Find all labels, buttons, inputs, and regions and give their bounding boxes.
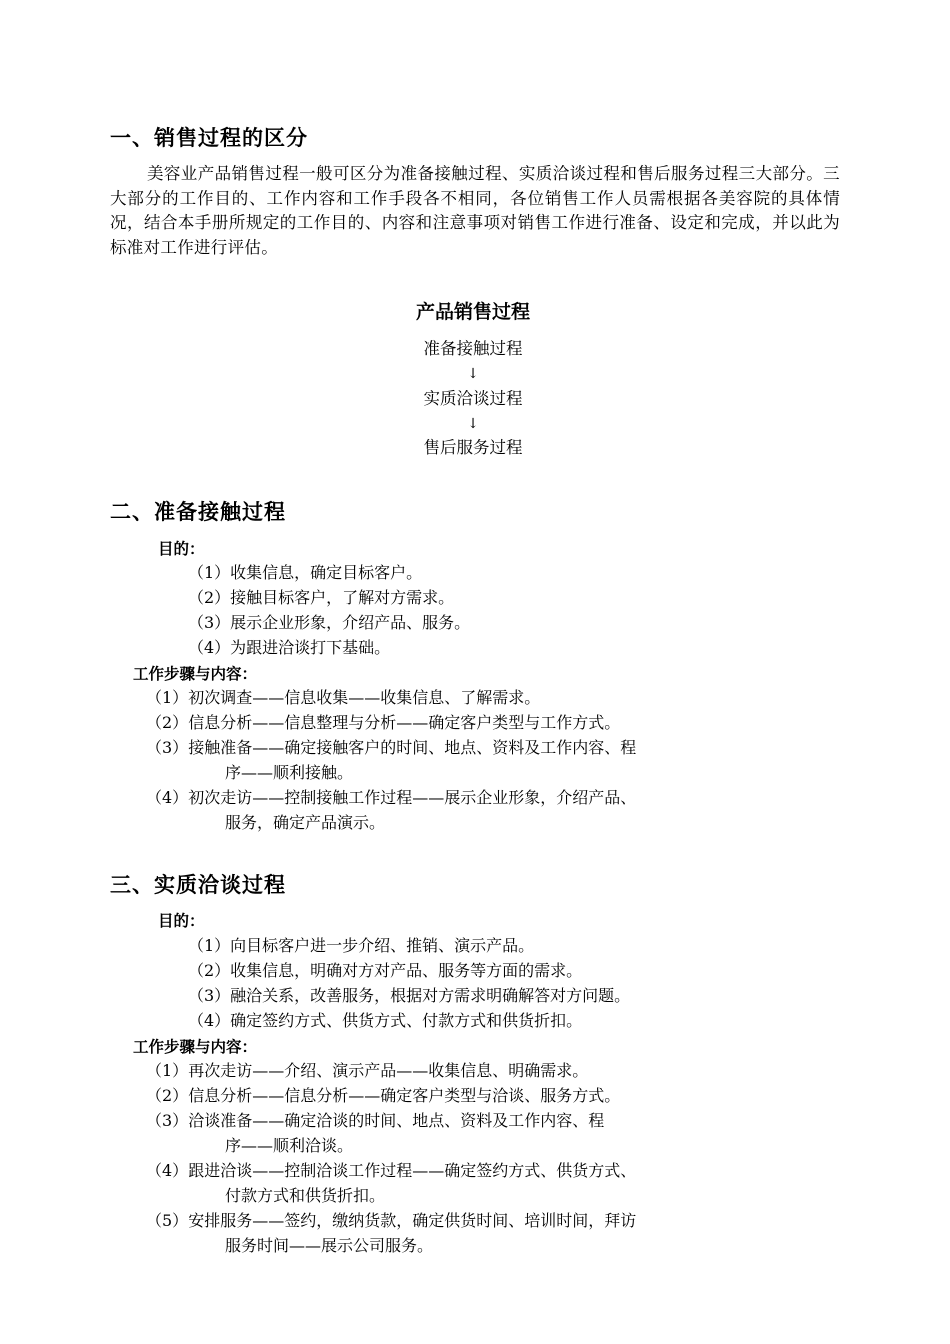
flow-step-1: 准备接触过程 xyxy=(423,339,523,358)
section3-step-continuation: 服务时间——展示公司服务。 xyxy=(225,1236,434,1255)
section3-purpose-item: （1）向目标客户进一步介绍、推销、演示产品。 xyxy=(188,936,535,955)
step-text: 信息分析——信息分析——确定客户类型与洽谈、服务方式。 xyxy=(188,1086,621,1105)
step-text: 初次调查——信息收集——收集信息、了解需求。 xyxy=(188,688,541,707)
step-number: （3） xyxy=(146,738,189,757)
flow-arrow-1: ↓ xyxy=(467,366,479,382)
step-text: 跟进洽谈——控制洽谈工作过程——确定签约方式、供货方式、 xyxy=(188,1161,637,1180)
section2-purpose-label: 目的： xyxy=(158,540,205,558)
flow-arrow-2: ↓ xyxy=(467,416,479,432)
step-text: 信息分析——信息整理与分析——确定客户类型与工作方式。 xyxy=(188,713,621,732)
flow-step-3: 售后服务过程 xyxy=(423,438,523,457)
step-number: （4） xyxy=(146,1161,189,1180)
section2-purpose-item: （4）为跟进洽谈打下基础。 xyxy=(188,638,391,657)
section2-step-item xyxy=(146,711,620,735)
step-number: （4） xyxy=(146,788,189,807)
section2-purpose-item: （3）展示企业形象，介绍产品、服务。 xyxy=(188,613,471,632)
section3-heading: 三、实质洽谈过程 xyxy=(110,873,286,897)
section3-purpose-item: （3）融洽关系，改善服务，根据对方需求明确解答对方问题。 xyxy=(188,986,631,1005)
section3-purpose-item: （4）确定签约方式、供货方式、付款方式和供货折扣。 xyxy=(188,1011,583,1030)
section1-heading: 一、销售过程的区分 xyxy=(110,126,308,150)
flow-step-2: 实质洽谈过程 xyxy=(423,389,523,408)
section3-step-continuation: 序——顺利洽谈。 xyxy=(225,1136,354,1155)
step-number: （2） xyxy=(146,1086,189,1105)
section3-step-item xyxy=(146,1159,636,1183)
section3-step-item xyxy=(146,1209,636,1233)
section3-purpose-item: （2）收集信息，明确对方对产品、服务等方面的需求。 xyxy=(188,961,583,980)
step-text: 初次走访——控制接触工作过程——展示企业形象，介绍产品、 xyxy=(188,788,637,807)
flow-title: 产品销售过程 xyxy=(415,301,530,323)
step-number: （1） xyxy=(146,688,189,707)
section2-step-item xyxy=(146,736,636,760)
step-number: （2） xyxy=(146,713,189,732)
section3-purpose-label: 目的： xyxy=(158,912,205,930)
section2-steps-label: 工作步骤与内容： xyxy=(133,665,258,683)
section3-step-item xyxy=(146,1059,588,1083)
step-text: 洽谈准备——确定洽谈的时间、地点、资料及工作内容、程 xyxy=(188,1111,605,1130)
step-number: （3） xyxy=(146,1111,189,1130)
section3-step-item xyxy=(146,1084,620,1108)
step-number: （5） xyxy=(146,1211,189,1230)
section3-step-item xyxy=(146,1109,604,1133)
section2-heading: 二、准备接触过程 xyxy=(110,500,286,524)
step-text: 再次走访——介绍、演示产品——收集信息、明确需求。 xyxy=(188,1061,589,1080)
section2-purpose-item: （1）收集信息，确定目标客户。 xyxy=(188,563,423,582)
step-text: 接触准备——确定接触客户的时间、地点、资料及工作内容、程 xyxy=(188,738,637,757)
section3-step-continuation: 付款方式和供货折扣。 xyxy=(225,1186,386,1205)
section1-paragraph: 美容业产品销售过程一般可区分为准备接触过程、实质洽谈过程和售后服务过程三大部分。三大部分的工作目的、工作内容和工作手段各不相同，各位销售工作人员需根据各美容院的具体情况，结合本手册所规定的工作目的、内容和注意事项对销售工作进行准备、设定和完成，并以此为标准对工作进行评估。 xyxy=(110,164,840,257)
section2-step-item xyxy=(146,686,540,710)
section2-step-continuation: 序——顺利接触。 xyxy=(225,763,354,782)
section3-steps-label: 工作步骤与内容： xyxy=(133,1038,258,1056)
step-text: 安排服务——签约，缴纳货款，确定供货时间、培训时间，拜访 xyxy=(188,1211,637,1230)
step-number: （1） xyxy=(146,1061,189,1080)
section2-purpose-item: （2）接触目标客户，了解对方需求。 xyxy=(188,588,455,607)
section2-step-continuation: 服务，确定产品演示。 xyxy=(225,813,386,832)
section2-step-item xyxy=(146,786,636,810)
